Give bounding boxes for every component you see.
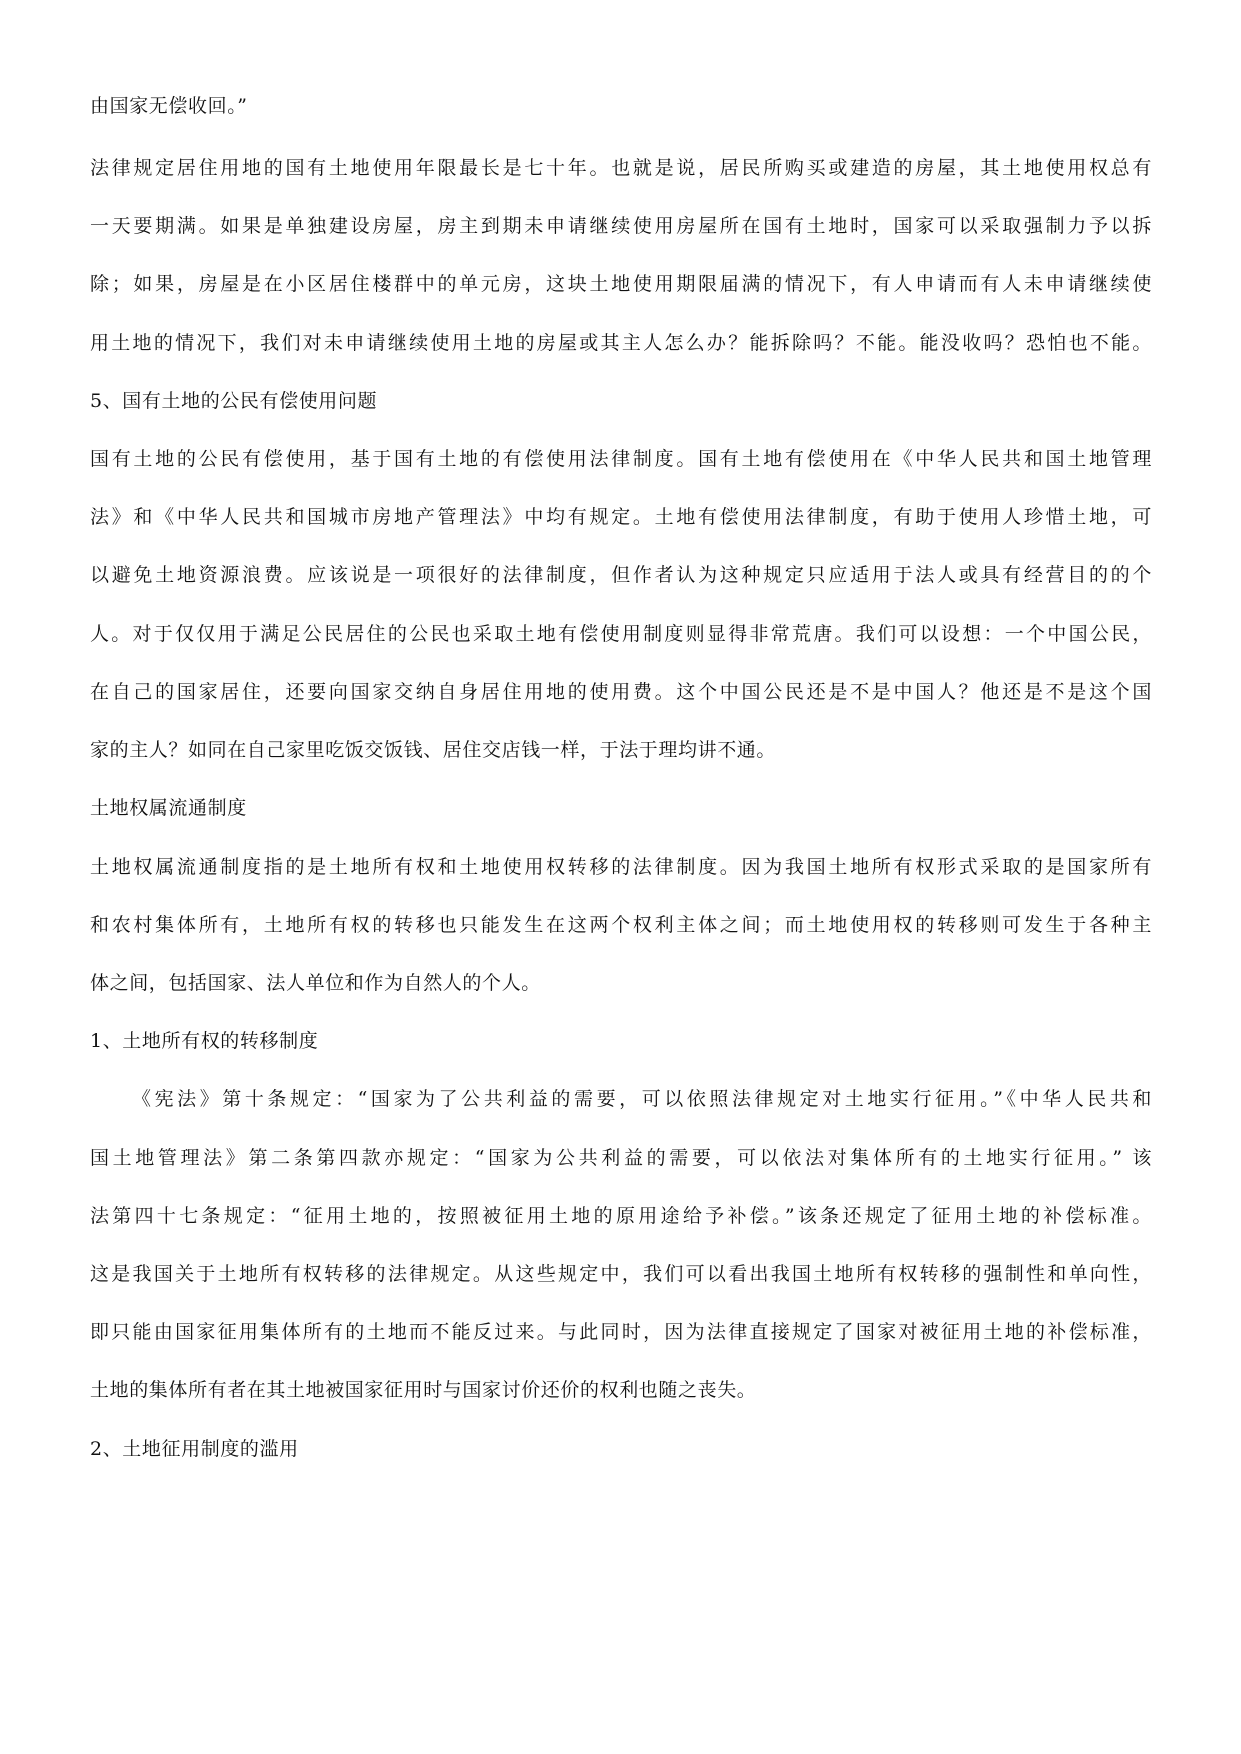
section-heading: 2、土地征用制度的滥用: [90, 1438, 299, 1460]
text-line: 由国家无偿收回。”: [90, 95, 248, 117]
text-line: 在自己的国家居住，还要向国家交纳自身居住用地的使用费。这个中国公民还是不是中国人？他还是不是这个国: [90, 681, 1152, 703]
text-line: 法律规定居住用地的国有土地使用年限最长是七十年。也就是说，居民所购买或建造的房屋，其土地使用权总有: [90, 157, 1152, 179]
text-line: 一天要期满。如果是单独建设房屋，房主到期未申请继续使用房屋所在国有土地时，国家可以采取强制力予以拆: [90, 215, 1152, 237]
text-line: 这是我国关于土地所有权转移的法律规定。从这些规定中，我们可以看出我国土地所有权转移的强制性和单向性，: [90, 1263, 1152, 1285]
text-line: 国土地管理法》第二条第四款亦规定：“国家为公共利益的需要，可以依法对集体所有的土地实行征用。” 该: [90, 1147, 1152, 1169]
text-line: 和农村集体所有，土地所有权的转移也只能发生在这两个权利主体之间；而土地使用权的转移则可发生于各种主: [90, 914, 1152, 936]
text-line: 即只能由国家征用集体所有的土地而不能反过来。与此同时，因为法律直接规定了国家对被征用土地的补偿标准，: [90, 1321, 1152, 1343]
section-heading: 土地权属流通制度: [90, 797, 247, 819]
text-line: 除；如果，房屋是在小区居住楼群中的单元房，这块土地使用期限届满的情况下，有人申请而有人未申请继续使: [90, 273, 1152, 295]
text-line: 土地的集体所有者在其土地被国家征用时与国家讨价还价的权利也随之丧失。: [90, 1379, 757, 1401]
text-line: 家的主人？如同在自己家里吃饭交饭钱、居住交店钱一样，于法于理均讲不通。: [90, 739, 777, 761]
text-line: 法第四十七条规定：“征用土地的，按照被征用土地的原用途给予补偿。”该条还规定了征用土地的补偿标准。: [90, 1205, 1152, 1227]
text-line: 土地权属流通制度指的是土地所有权和土地使用权转移的法律制度。因为我国土地所有权形式采取的是国家所有: [90, 856, 1152, 878]
text-line: 国有土地的公民有偿使用，基于国有土地的有偿使用法律制度。国有土地有偿使用在《中华人民共和国土地管理: [90, 448, 1152, 470]
text-line: 用土地的情况下，我们对未申请继续使用土地的房屋或其主人怎么办？能拆除吗？不能。能没收吗？恐怕也不能。: [90, 332, 1152, 354]
text-line: 《宪法》第十条规定：“国家为了公共利益的需要，可以依照法律规定对土地实行征用。”《中华人民共和: [132, 1088, 1152, 1110]
section-heading: 1、土地所有权的转移制度: [90, 1030, 319, 1052]
section-heading: 5、国有土地的公民有偿使用问题: [90, 390, 378, 412]
text-line: 法》和《中华人民共和国城市房地产管理法》中均有规定。土地有偿使用法律制度，有助于使用人珍惜土地，可: [90, 506, 1152, 528]
text-line: 体之间，包括国家、法人单位和作为自然人的个人。: [90, 972, 541, 994]
text-line: 以避免土地资源浪费。应该说是一项很好的法律制度，但作者认为这种规定只应适用于法人或具有经营目的的个: [90, 564, 1152, 586]
text-line: 人。对于仅仅用于满足公民居住的公民也采取土地有偿使用制度则显得非常荒唐。我们可以设想：一个中国公民，: [90, 623, 1152, 645]
